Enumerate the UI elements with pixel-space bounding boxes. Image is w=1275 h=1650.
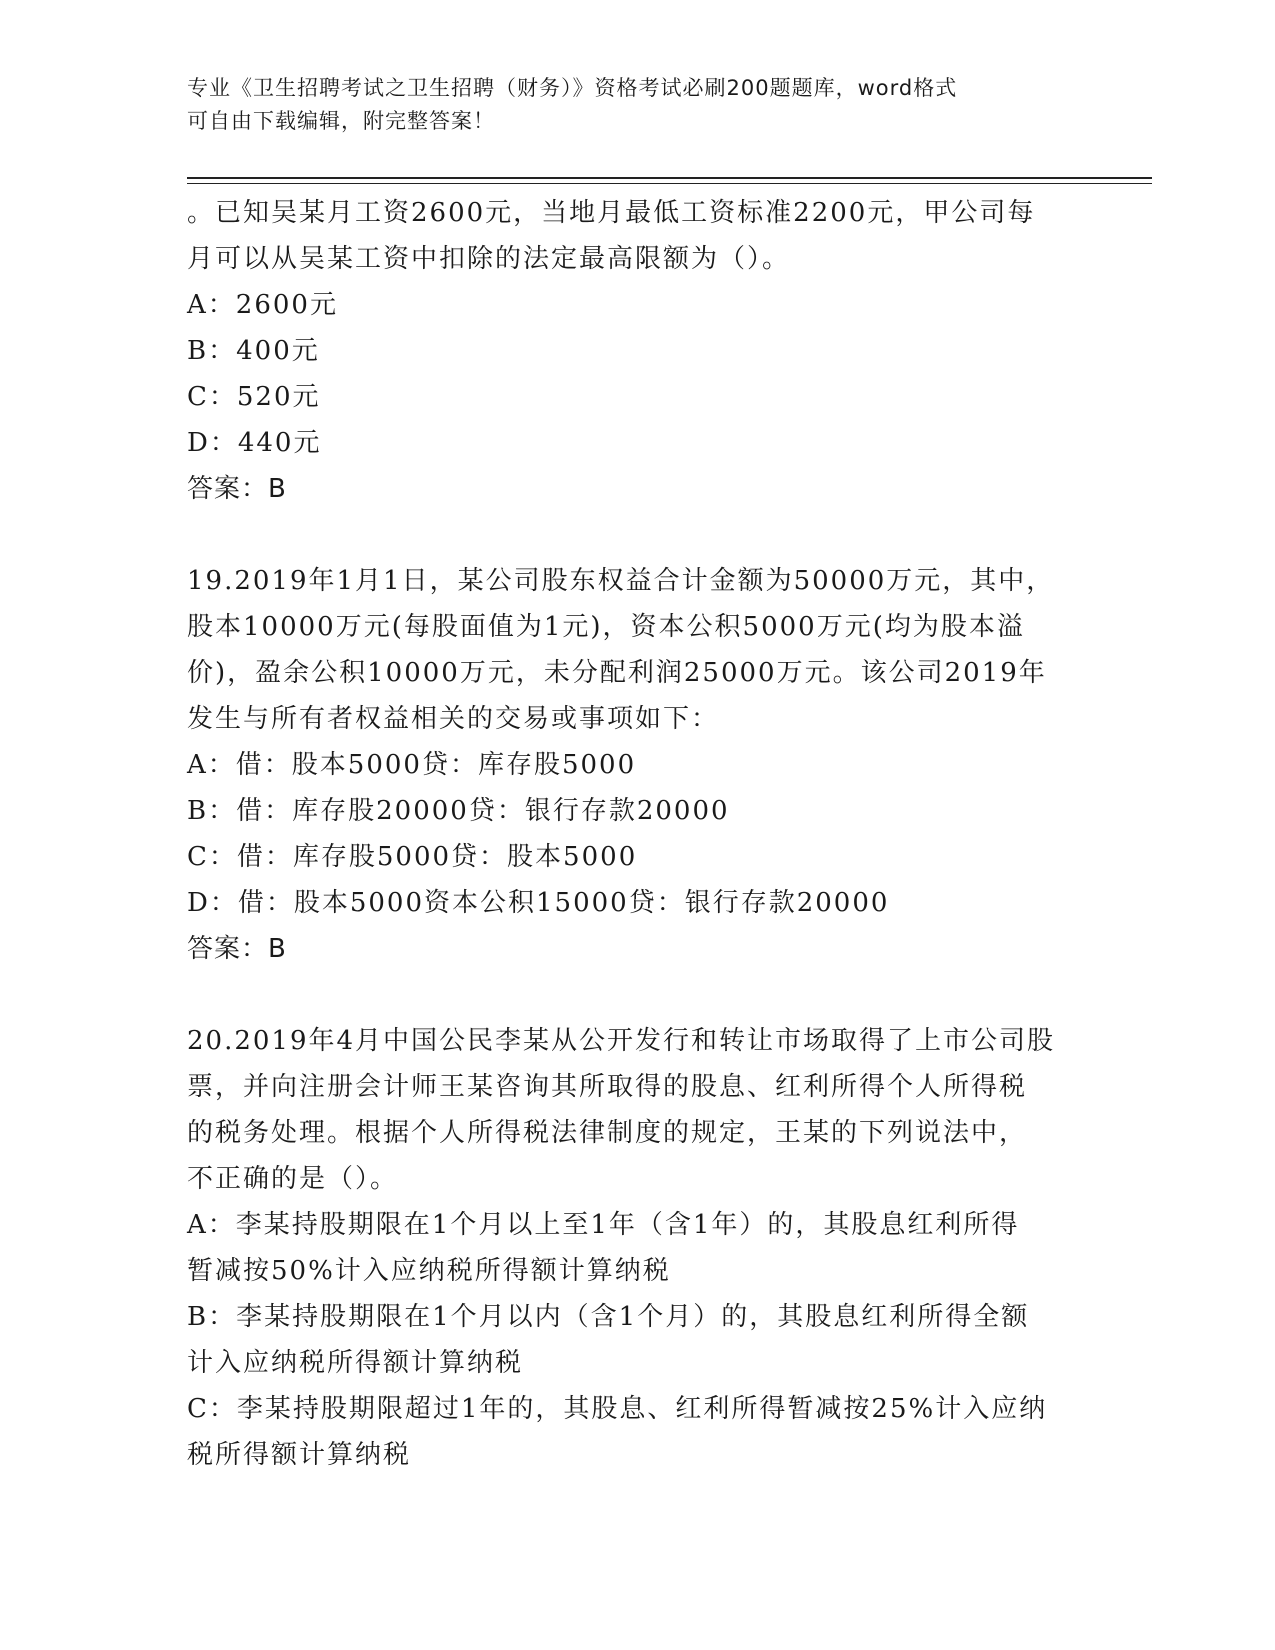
header-divider-thick: [187, 177, 1152, 179]
option-c: C：李某持股期限超过1年的，其股息、红利所得暂减按25%计入应纳: [187, 1394, 1048, 1424]
option-d: D：借：股本5000资本公积15000贷：银行存款20000: [187, 888, 890, 918]
option-b: B：400元: [187, 336, 320, 366]
option-b: B：李某持股期限在1个月以内（含1个月）的，其股息红利所得全额: [187, 1302, 1030, 1332]
answer-label: 答案：B: [187, 474, 287, 504]
header-title-line-2: 可自由下载编辑，附完整答案！: [187, 109, 495, 133]
header-divider-thin: [187, 183, 1152, 184]
question-stem-line: 的税务处理。根据个人所得税法律制度的规定，王某的下列说法中，: [187, 1118, 1028, 1148]
header-title-line-1: 专业《卫生招聘考试之卫生招聘（财务）》资格考试必刷200题题库，word格式: [187, 76, 958, 100]
option-d: D：440元: [187, 428, 322, 458]
question-stem-line: 票，并向注册会计师王某咨询其所取得的股息、红利所得个人所得税: [187, 1072, 1028, 1102]
answer-label: 答案：B: [187, 934, 287, 964]
question-stem-line: 。已知吴某月工资2600元，当地月最低工资标准2200元，甲公司每: [187, 198, 1036, 228]
option-a: A：2600元: [187, 290, 338, 320]
question-stem-line: 发生与所有者权益相关的交易或事项如下：: [187, 704, 720, 734]
question-20: [187, 1018, 1087, 1478]
option-a: A：借：股本5000贷：库存股5000: [187, 750, 637, 780]
question-stem-line: 20.2019年4月中国公民李某从公开发行和转让市场取得了上市公司股: [187, 1026, 1056, 1056]
question-stem-line: 19.2019年1月1日，某公司股东权益合计金额为50000万元，其中，: [187, 566, 1055, 596]
option-a: A：李某持股期限在1个月以上至1年（含1年）的，其股息红利所得: [187, 1210, 1020, 1240]
question-stem-line: 月可以从吴某工资中扣除的法定最高限额为（）。: [187, 244, 791, 274]
question-stem-line: 股本10000万元(每股面值为1元)，资本公积5000万元(均为股本溢: [187, 612, 1025, 642]
option-b: B：借：库存股20000贷：银行存款20000: [187, 796, 730, 826]
question-18: [187, 190, 1087, 512]
option-c-continued: 税所得额计算纳税: [187, 1440, 412, 1470]
question-stem-line: 不正确的是（）。: [187, 1164, 399, 1194]
option-a-continued: 暂减按50%计入应纳税所得额计算纳税: [187, 1256, 671, 1286]
option-b-continued: 计入应纳税所得额计算纳税: [187, 1348, 524, 1378]
option-c: C：520元: [187, 382, 321, 412]
question-content: [187, 190, 1087, 1478]
question-19: [187, 558, 1087, 972]
option-c: C：借：库存股5000贷：股本5000: [187, 842, 638, 872]
question-stem-line: 价)，盈余公积10000万元，未分配利润25000万元。该公司2019年: [187, 658, 1047, 688]
document-header: [187, 72, 1067, 138]
